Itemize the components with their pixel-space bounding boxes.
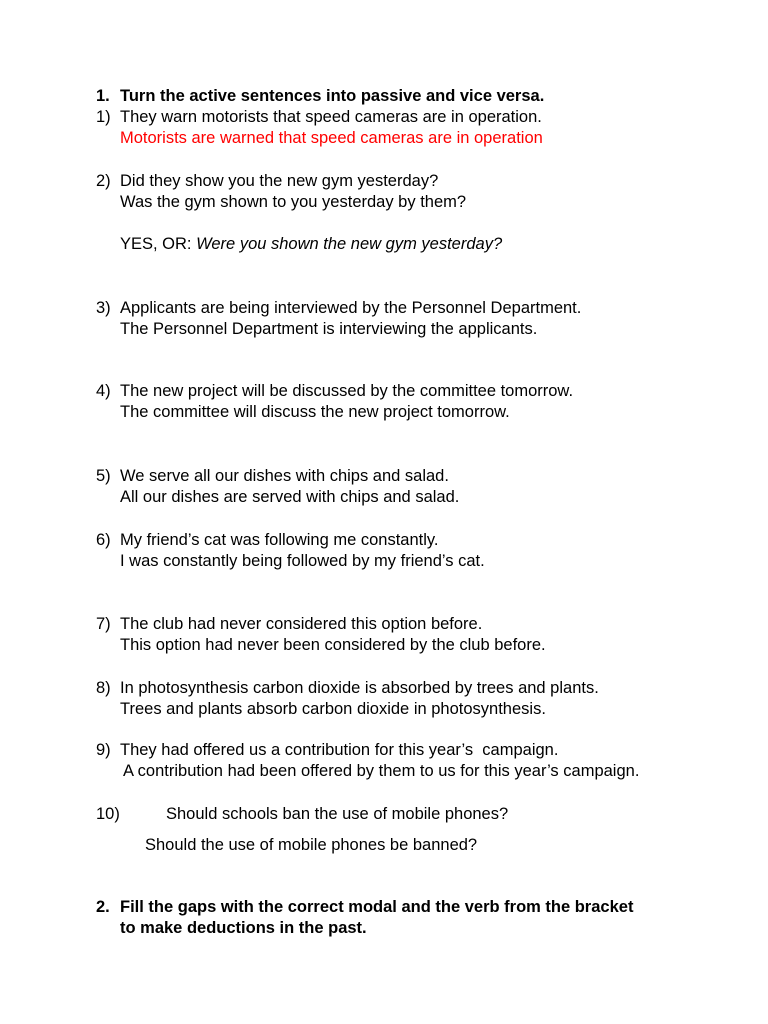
item-6-number: 6) <box>96 531 111 549</box>
item-1-answer: Motorists are warned that speed cameras are in operation <box>120 129 543 147</box>
item-4-number: 4) <box>96 382 111 400</box>
item-2-alternative <box>120 234 502 255</box>
item-9-sentence: They had offered us a contribution for this year’s campaign. <box>120 741 559 759</box>
item-8-answer: Trees and plants absorb carbon dioxide in photosynthesis. <box>120 700 546 718</box>
item-10-answer: Should the use of mobile phones be banned? <box>145 836 478 854</box>
item-10-number: 10) <box>96 805 120 823</box>
item-4-answer: The committee will discuss the new project tomorrow. <box>120 403 510 421</box>
item-1-number: 1) <box>96 108 111 126</box>
item-3-sentence: Applicants are being interviewed by the Personnel Department. <box>120 299 582 317</box>
item-6-sentence: My friend’s cat was following me constantly. <box>120 531 439 549</box>
item-5-answer: All our dishes are served with chips and salad. <box>120 488 460 506</box>
item-9-answer: A contribution had been offered by them to us for this year’s campaign. <box>123 762 640 780</box>
item-8-number: 8) <box>96 679 111 697</box>
item-2-alt-prefix: YES, OR: <box>120 235 197 253</box>
section-1-number: 1. <box>96 87 110 105</box>
item-2-number: 2) <box>96 172 111 190</box>
item-3-number: 3) <box>96 299 111 317</box>
item-5-number: 5) <box>96 467 111 485</box>
item-7-sentence: The club had never considered this option before. <box>120 615 483 633</box>
section-1-heading: Turn the active sentences into passive and vice versa. <box>120 87 545 105</box>
item-6-answer: I was constantly being followed by my friend’s cat. <box>120 552 485 570</box>
item-5-sentence: We serve all our dishes with chips and salad. <box>120 467 449 485</box>
section-2-heading-line-1: Fill the gaps with the correct modal and the verb from the bracket <box>120 898 634 916</box>
item-7-number: 7) <box>96 615 111 633</box>
item-4-sentence: The new project will be discussed by the committee tomorrow. <box>120 382 574 400</box>
item-10-sentence: Should schools ban the use of mobile phones? <box>166 805 509 823</box>
item-9-number: 9) <box>96 741 111 759</box>
item-3-answer: The Personnel Department is interviewing the applicants. <box>120 320 538 338</box>
item-7-answer: This option had never been considered by the club before. <box>120 636 546 654</box>
item-2-alt-answer: Were you shown the new gym yesterday? <box>196 235 503 253</box>
item-2-answer: Was the gym shown to you yesterday by them? <box>120 193 467 211</box>
item-1-sentence: They warn motorists that speed cameras are in operation. <box>120 108 542 126</box>
section-2-number: 2. <box>96 898 110 916</box>
section-2-heading-line-2: to make deductions in the past. <box>120 919 367 937</box>
item-2-sentence: Did they show you the new gym yesterday? <box>120 172 439 190</box>
item-8-sentence: In photosynthesis carbon dioxide is absorbed by trees and plants. <box>120 679 599 697</box>
